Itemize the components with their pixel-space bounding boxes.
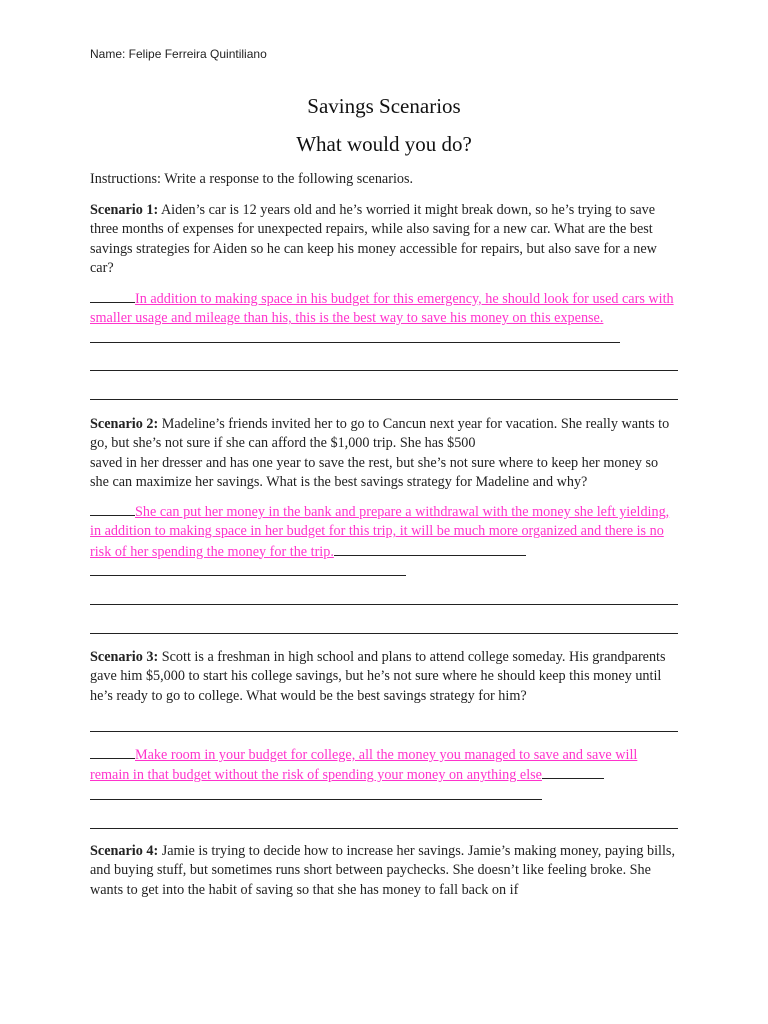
- scenario-2-text-line2: saved in her dresser and has one year to save the rest, but she’s not sure where to keep her money so she can maximize her savings. What is the best savings strategy for Madeline and why?: [90, 454, 659, 490]
- answer-line: [90, 731, 678, 732]
- scenario-4-prompt: [90, 842, 680, 900]
- scenario-3-answer: Make room in your budget for college, all the money you managed to save and save will remain in that budget without the risk of spending your money on anything else: [90, 747, 638, 784]
- answer-tail-line: [90, 329, 620, 343]
- scenario-4-label: Scenario 4:: [90, 843, 159, 859]
- answer-lead-line: [90, 745, 135, 759]
- answer-line: [90, 828, 678, 829]
- scenario-1-text: Aiden’s car is 12 years old and he’s worried it might break down, so he’s trying to save three months of expenses for unexpected repairs, while also saving for a new car. What are the best savings strategies for Aiden so he can keep his money accessible for repairs, but also save for a new car?: [90, 202, 657, 276]
- answer-line: [90, 799, 542, 800]
- student-name: Name: Felipe Ferreira Quintiliano: [90, 47, 267, 61]
- scenario-3-response: [90, 745, 680, 786]
- scenario-1-response: [90, 289, 680, 349]
- scenario-2-text-line1: Madeline’s friends invited her to go to Cancun next year for vacation. She really wants to go, but she’s not sure if she can afford the $1,000 trip. She has $500: [90, 416, 670, 452]
- scenario-2-response: [90, 502, 680, 562]
- answer-lead-line: [90, 502, 135, 516]
- answer-lead-line: [90, 289, 135, 303]
- answer-line: [90, 633, 678, 634]
- scenario-1-label: Scenario 1:: [90, 202, 159, 218]
- scenario-4-text: Jamie is trying to decide how to increase her savings. Jamie’s making money, paying bills, and buying stuff, but sometimes runs short between paychecks. She doesn’t like feeling broke. She wants to get into the habit of saving so that she has money to fall back on if: [90, 843, 675, 898]
- scenario-3-prompt: [90, 648, 680, 706]
- instructions: Instructions: Write a response to the following scenarios.: [90, 171, 414, 187]
- page-subtitle: What would you do?: [296, 132, 472, 156]
- answer-line: [90, 370, 678, 371]
- scenario-1-prompt: [90, 201, 680, 278]
- page-title: Savings Scenarios: [307, 94, 461, 118]
- answer-line: [90, 604, 678, 605]
- answer-line: [90, 399, 678, 400]
- answer-tail-line: [542, 765, 604, 779]
- answer-line: [90, 575, 406, 576]
- scenario-2-prompt: [90, 415, 680, 492]
- scenario-2-answer: She can put her money in the bank and prepare a withdrawal with the money she left yielding, in addition to making space in her budget for this trip, it will be much more organized and there is no risk of her spending the money for the trip.: [90, 504, 670, 560]
- scenario-2-label: Scenario 2:: [90, 416, 159, 432]
- scenario-3-text: Scott is a freshman in high school and plans to attend college someday. His grandparents gave him $5,000 to start his college savings, but he’s not sure where he should keep this money until he’s ready to go to college. What would be the best savings strategy for him?: [90, 649, 666, 704]
- answer-tail-line: [334, 542, 526, 556]
- scenario-3-label: Scenario 3:: [90, 649, 159, 665]
- scenario-1-answer: In addition to making space in his budget for this emergency, he should look for used cars with smaller usage and mileage than his, this is the best way to save his money on this expense.: [90, 291, 674, 327]
